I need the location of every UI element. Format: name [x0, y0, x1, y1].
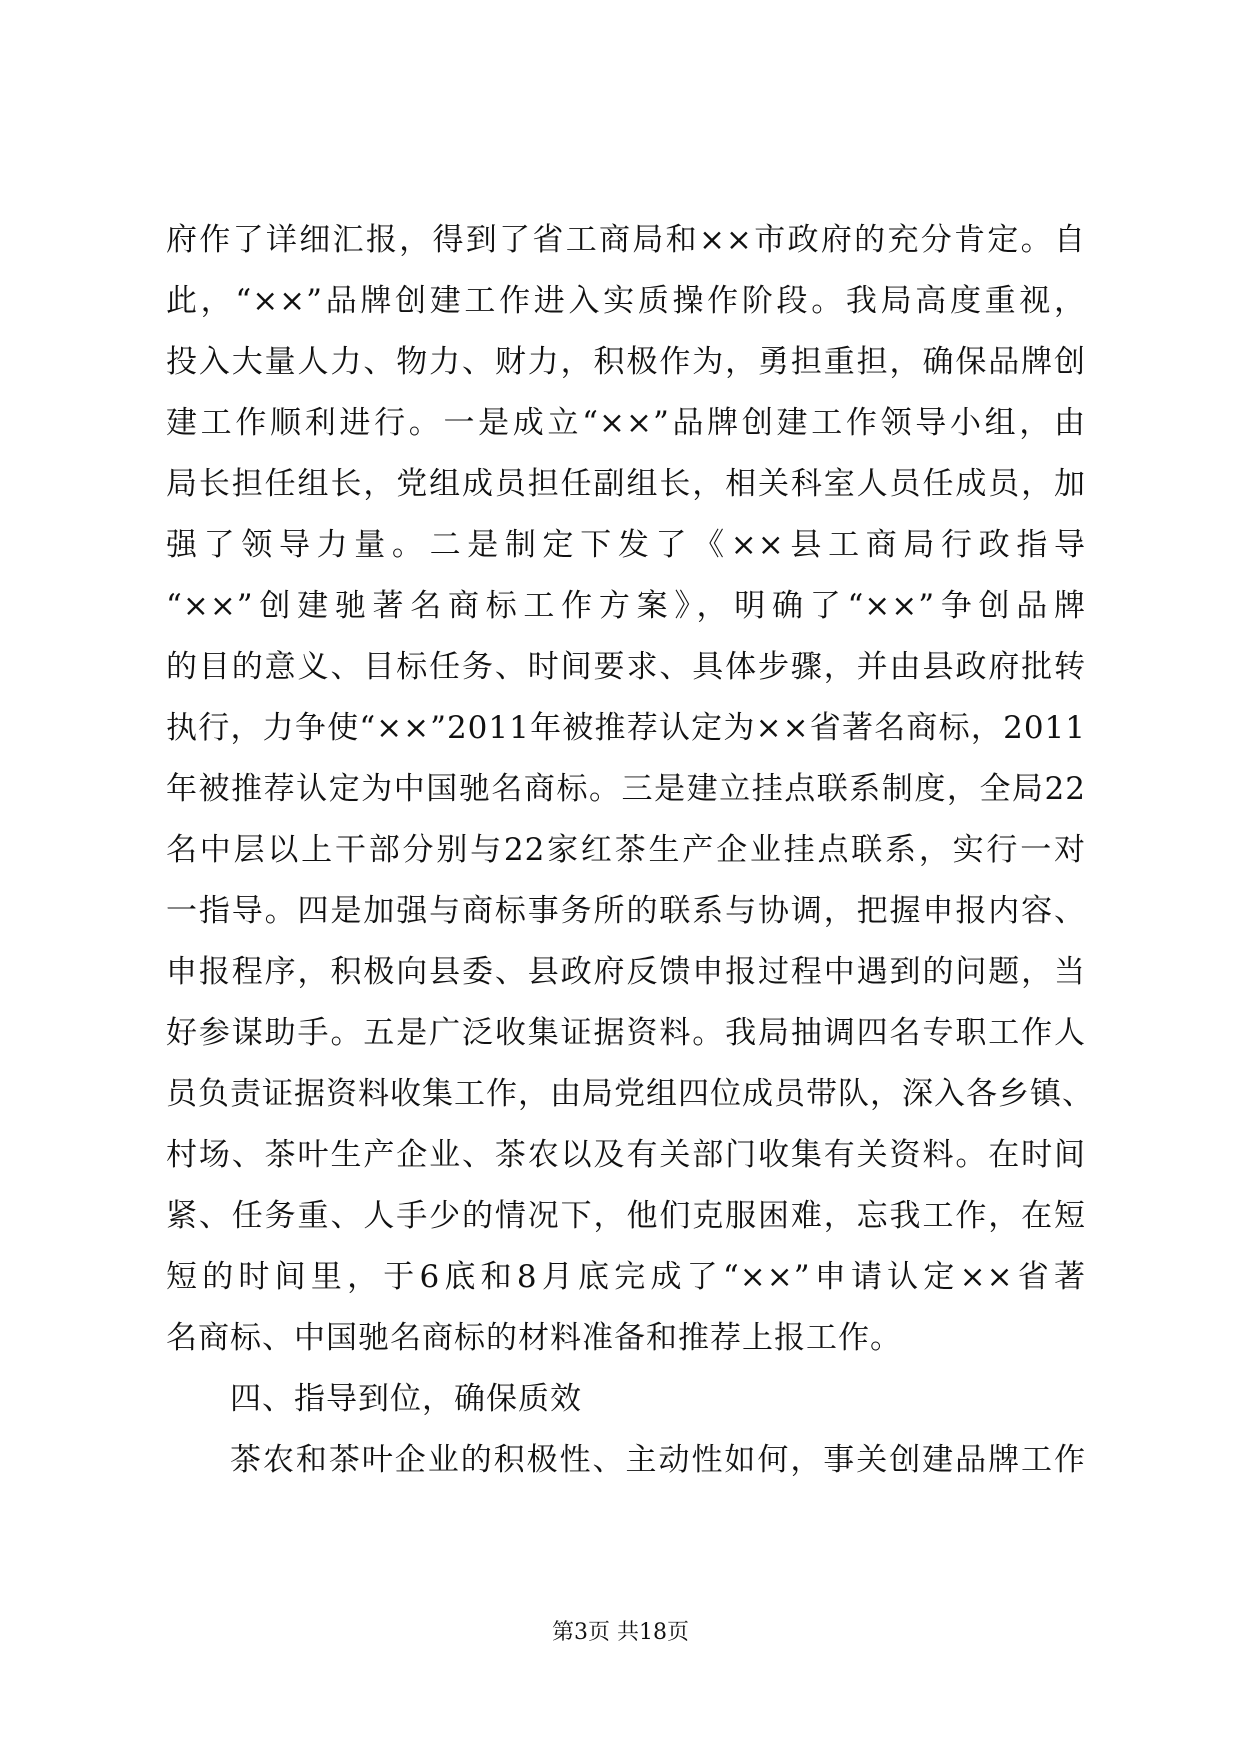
paragraph-line: 名中层以上干部分别与22家红茶生产企业挂点联系，实行一对: [166, 832, 1086, 868]
paragraph-line: 茶农和茶叶企业的积极性、主动性如何，事关创建品牌工作: [230, 1442, 1086, 1478]
paragraph-line: 名商标、中国驰名商标的材料准备和推荐上报工作。: [166, 1320, 902, 1356]
paragraph-line: 年被推荐认定为中国驰名商标。三是建立挂点联系制度，全局22: [166, 771, 1086, 807]
page-footer: [0, 1618, 1241, 1648]
paragraph-line: 执行，力争使“××”2011年被推荐认定为××省著名商标，2011: [166, 710, 1086, 746]
paragraph-line: “××”创建驰著名商标工作方案》，明确了“××”争创品牌: [166, 588, 1086, 624]
paragraph-line: 紧、任务重、人手少的情况下，他们克服困难，忘我工作，在短: [166, 1198, 1086, 1234]
page-number: 第3页 共18页: [552, 1620, 689, 1645]
paragraph-line: 好参谋助手。五是广泛收集证据资料。我局抽调四名专职工作人: [166, 1015, 1086, 1051]
paragraph-line: 府作了详细汇报，得到了省工商局和××市政府的充分肯定。自: [166, 222, 1086, 258]
paragraph-line: 此，“××”品牌创建工作进入实质操作阶段。我局高度重视，: [166, 283, 1086, 319]
paragraph-line: 投入大量人力、物力、财力，积极作为，勇担重担，确保品牌创: [166, 344, 1086, 380]
paragraph-line: 强了领导力量。二是制定下发了《××县工商局行政指导: [166, 527, 1086, 563]
paragraph-line: 员负责证据资料收集工作，由局党组四位成员带队，深入各乡镇、: [166, 1076, 1094, 1112]
paragraph-line: 的目的意义、目标任务、时间要求、具体步骤，并由县政府批转: [166, 649, 1086, 685]
paragraph-line: 一指导。四是加强与商标事务所的联系与协调，把握申报内容、: [166, 893, 1086, 929]
paragraph-line: 短的时间里，于6底和8月底完成了“××”申请认定××省著: [166, 1259, 1086, 1295]
paragraph-line: 申报程序，积极向县委、县政府反馈申报过程中遇到的问题，当: [166, 954, 1086, 990]
body-text: [166, 210, 1094, 1491]
section-heading: 四、指导到位，确保质效: [230, 1381, 582, 1417]
paragraph-line: 建工作顺利进行。一是成立“××”品牌创建工作领导小组，由: [166, 405, 1086, 441]
paragraph-line: 局长担任组长，党组成员担任副组长，相关科室人员任成员，加: [166, 466, 1086, 502]
paragraph-line: 村场、茶叶生产企业、茶农以及有关部门收集有关资料。在时间: [166, 1137, 1086, 1173]
